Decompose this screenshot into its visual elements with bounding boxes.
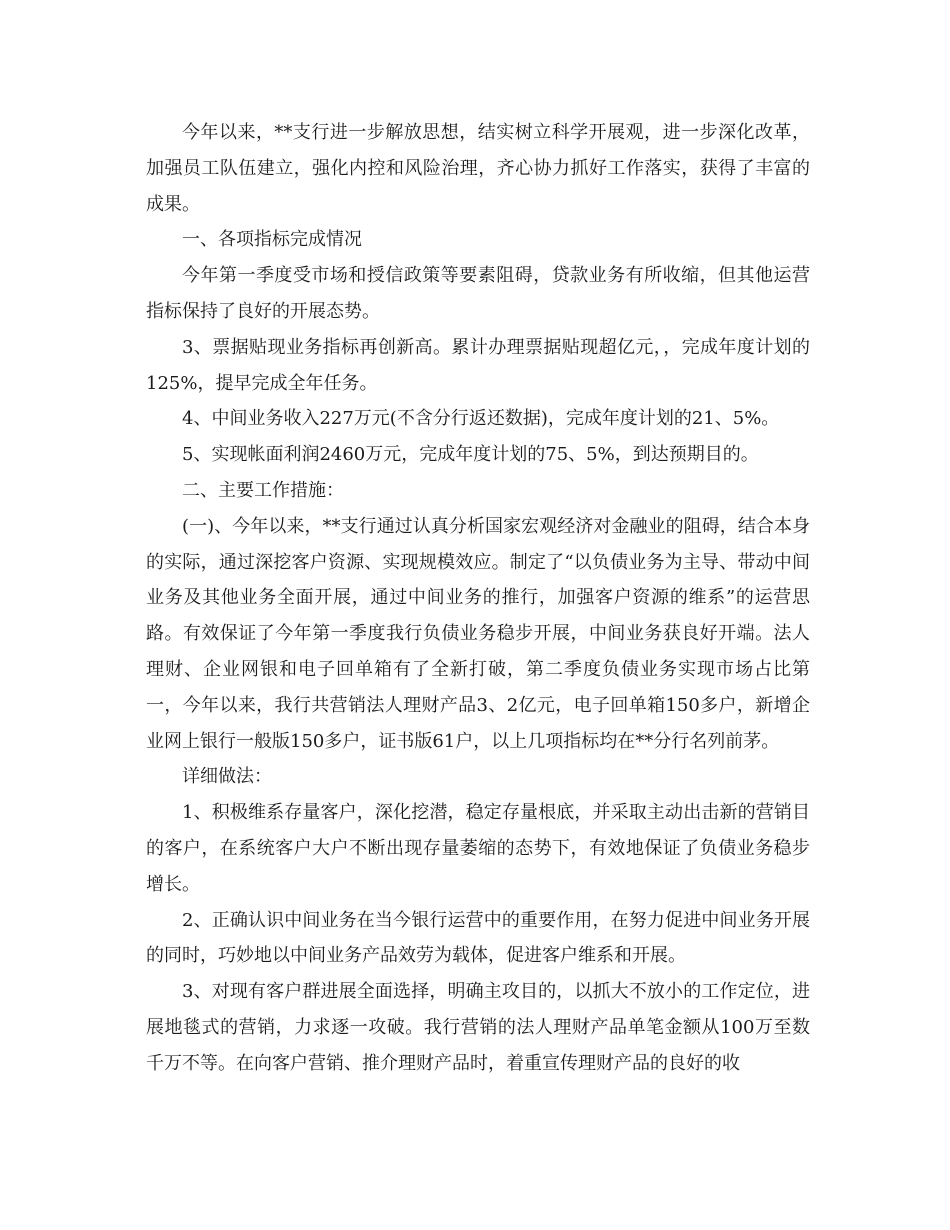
paragraph-measures-1: (一)、今年以来，**支行通过认真分析国家宏观经济对金融业的阻碍，结合本身的实际，通过深挖客户资源、实现规模效应。制定了“以负债业务为主导、带动中间业务及其他业务全面开展，通过中间业务的推行，加强客户资源的维系”的运营思路。有效保证了今年第一季度我行负债业务稳步开展，中间业务获良好开端。法人理财、企业网银和电子回单箱有了全新打破，第二季度负债业务实现市场占比第一，今年以来，我行共营销法人理财产品3、2亿元，电子回单箱150多户，新增企业网上银行一般版150多户，证书版61户，以上几项指标均在**分行名列前茅。 (146, 515, 810, 752)
intro-paragraph: 今年以来，**支行进一步解放思想，结实树立科学开展观，进一步深化改革，加强员工队伍建立，强化内控和风险治理，齐心协力抓好工作落实，获得了丰富的成果。 (146, 122, 810, 215)
subheading-detailed-methods: 详细做法： (182, 766, 272, 788)
paragraph-first-quarter: 今年第一季度受市场和授信政策等要素阻碍，贷款业务有所收缩，但其他运营指标保持了良好的开展态势。 (146, 265, 810, 322)
section-heading-indicators: 一、各项指标完成情况 (182, 229, 362, 251)
paragraph-method-3: 3、对现有客户群进展全面选择，明确主攻目的，以抓大不放小的工作定位，进展地毯式的营销，力求逐一攻破。我行营销的法人理财产品单笔金额从100万至数千万不等。在向客户营销、推介理财产品时，着重宣传理财产品的良好的收 (146, 981, 810, 1074)
paragraph-item-4: 4、中间业务收入227万元(不含分行返还数据)，完成年度计划的21、5%。 (182, 408, 780, 430)
section-heading-measures: 二、主要工作措施： (182, 479, 344, 501)
paragraph-method-2: 2、正确认识中间业务在当今银行运营中的重要作用，在努力促进中间业务开展的同时，巧妙地以中间业务产品效劳为载体，促进客户维系和开展。 (146, 909, 810, 967)
paragraph-method-1: 1、积极维系存量客户，深化挖潜，稳定存量根底，并采取主动出击新的营销目的客户，在系统客户大户不断出现存量萎缩的态势下，有效地保证了负债业务稳步增长。 (146, 802, 810, 895)
paragraph-item-3: 3、票据贴现业务指标再创新高。累计办理票据贴现超亿元，，完成年度计划的125%，提早完成全年任务。 (146, 336, 810, 394)
document-body (146, 115, 810, 1082)
paragraph-item-5: 5、实现帐面利润2460万元，完成年度计划的75、5%，到达预期目的。 (182, 444, 759, 466)
